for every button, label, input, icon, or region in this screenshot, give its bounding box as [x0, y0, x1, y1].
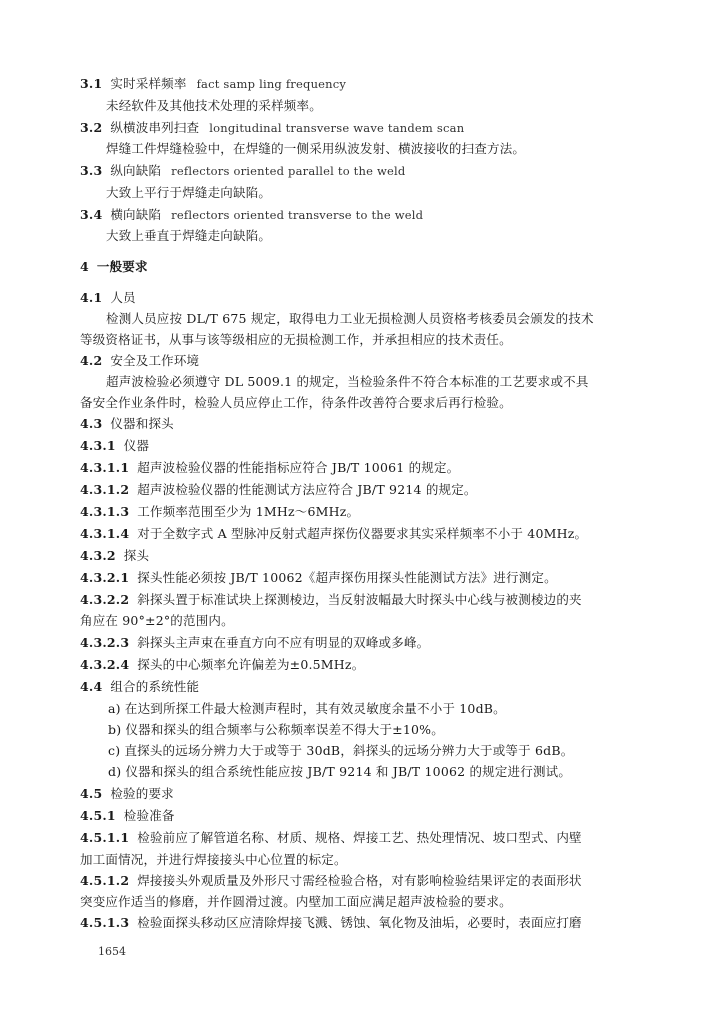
line-32: 4.5 检验的要求: [80, 786, 174, 801]
line-27: 4.4 组合的系统性能: [80, 679, 200, 694]
line-12: 4.2 安全及工作环境: [80, 353, 200, 368]
line-34: 4.5.1.1 检验前应了解管道名称、材质、规格、焊接工艺、热处理情况、坡口型式、内壁: [80, 830, 582, 845]
line-6: 3.4 横向缺陷 reflectors oriented transverse to the weld: [80, 207, 424, 222]
line-16: 4.3.1 仪器: [80, 438, 150, 453]
line-35: 加工面情况，并进行焊接接头中心位置的标定。: [80, 852, 347, 867]
line-22: 4.3.2.1 探头性能必须按 JB/T 10062《超声探伤用探头性能测试方法》进行测定。: [80, 570, 557, 585]
line-7: 大致上垂直于焊缝走向缺陷。: [106, 228, 272, 243]
line-15: 4.3 仪器和探头: [80, 416, 174, 431]
list-item-d: d) 仪器和探头的组合系统性能应按 JB/T 9214 和 JB/T 10062 的规定进行测试。: [108, 764, 572, 779]
line-18: 4.3.1.2 超声波检验仪器的性能测试方法应符合 JB/T 9214 的规定。: [80, 482, 477, 497]
line-11: 等级资格证书，从事与该等级相应的无损检测工作，并承担相应的技术责任。: [80, 332, 512, 347]
line-4: 3.3 纵向缺陷 reflectors oriented parallel to the weld: [80, 163, 406, 178]
line-26: 4.3.2.4 探头的中心频率允许偏差为±0.5MHz。: [80, 657, 365, 672]
line-0: 3.1 实时采样频率 fact samp ling frequency: [80, 76, 347, 91]
line-25: 4.3.2.3 斜探头主声束在垂直方向不应有明显的双峰或多峰。: [80, 635, 430, 650]
line-3: 焊缝工件焊缝检验中，在焊缝的一侧采用纵波发射、横波接收的扫查方法。: [106, 141, 526, 156]
line-1: 未经软件及其他技术处理的采样频率。: [106, 98, 322, 113]
list-item-b: b) 仪器和探头的组合频率与公称频率误差不得大于±10%。: [108, 722, 444, 737]
line-19: 4.3.1.3 工作频率范围至少为 1MHz～6MHz。: [80, 504, 360, 519]
line-21: 4.3.2 探头: [80, 548, 150, 563]
line-10: 检测人员应按 DL/T 675 规定，取得电力工业无损检测人员资格考核委员会颁发的技术: [106, 311, 594, 326]
line-13: 超声波检验必须遵守 DL 5009.1 的规定，当检验条件不符合本标准的工艺要求或不具: [106, 374, 589, 389]
line-2: 3.2 纵横波串列扫查 longitudinal transverse wave tandem scan: [80, 120, 465, 135]
line-17: 4.3.1.1 超声波检验仪器的性能指标应符合 JB/T 10061 的规定。: [80, 460, 460, 475]
section-heading: 4 一般要求: [80, 259, 148, 274]
line-37: 突变应作适当的修磨，并作圆滑过渡。内壁加工面应满足超声波检验的要求。: [80, 894, 512, 909]
page-number: 1654: [98, 945, 126, 958]
line-20: 4.3.1.4 对于全数字式 A 型脉冲反射式超声探伤仪器要求其实采样频率不小于 40MHz。: [80, 526, 588, 541]
line-24: 角应在 90°±2°的范围内。: [80, 613, 234, 628]
line-38: 4.5.1.3 检验面探头移动区应清除焊接飞溅、锈蚀、氧化物及油垢，必要时，表面应打磨: [80, 915, 582, 930]
list-item-c: c) 直探头的远场分辨力大于或等于 30dB，斜探头的远场分辨力大于或等于 6dB。: [108, 743, 574, 758]
line-33: 4.5.1 检验准备: [80, 808, 175, 823]
line-36: 4.5.1.2 焊接接头外观质量及外形尺寸需经检验合格，对有影响检验结果评定的表面形状: [80, 873, 582, 888]
line-9: 4.1 人员: [80, 290, 136, 305]
list-item-a: a) 在达到所探工件最大检测声程时，其有效灵敏度余量不小于 10dB。: [108, 701, 506, 716]
line-14: 备安全作业条件时，检验人员应停止工作，待条件改善符合要求后再行检验。: [80, 395, 512, 410]
line-23: 4.3.2.2 斜探头置于标准试块上探测棱边，当反射波幅最大时探头中心线与被测棱边的夹: [80, 592, 582, 607]
line-5: 大致上平行于焊缝走向缺陷。: [106, 185, 272, 200]
